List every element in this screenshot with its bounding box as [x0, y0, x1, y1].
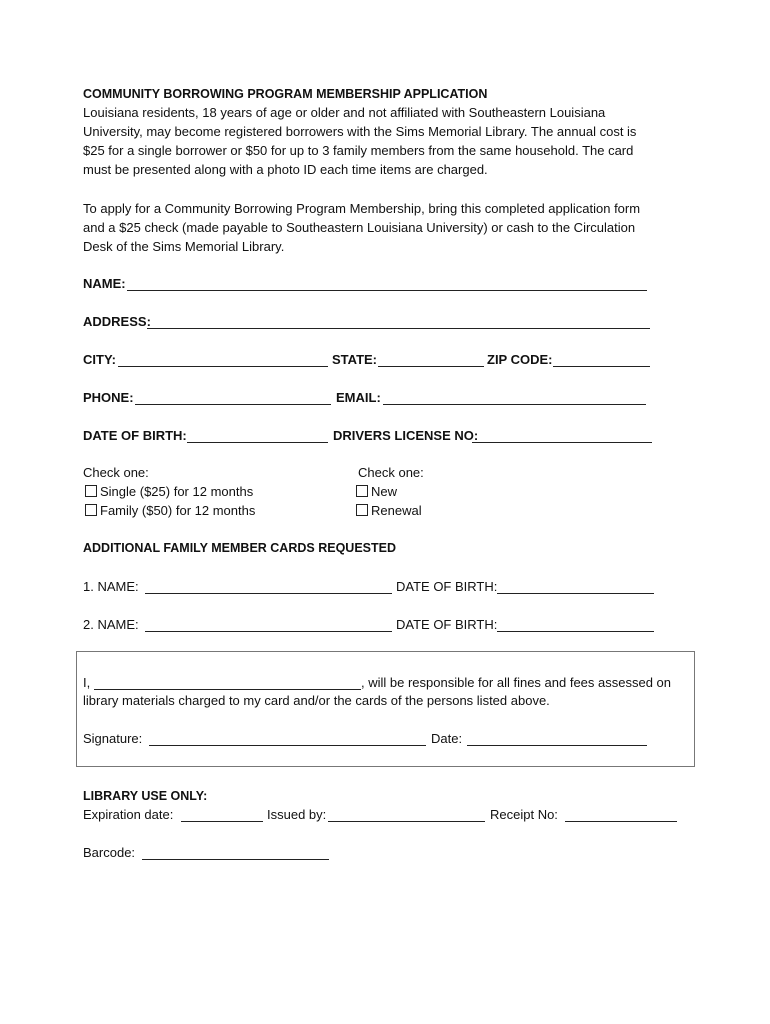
license-field[interactable] [472, 442, 652, 443]
signature-label: Signature: [83, 731, 143, 746]
receipt-field[interactable] [565, 821, 677, 822]
apply-line: and a $25 check (made payable to Southeastern Louisiana University) or cash to the Circulation [83, 220, 636, 235]
dob-field[interactable] [187, 442, 328, 443]
signature-date-label: Date: [431, 731, 463, 746]
state-label: STATE: [332, 352, 378, 367]
responsible-party-field[interactable] [94, 689, 361, 690]
member2-name-label: 2. NAME: [83, 617, 139, 632]
responsibility-prefix: I, [83, 675, 91, 690]
apply-paragraph [83, 199, 703, 256]
family-option-label: Family ($50) for 12 months [100, 503, 256, 518]
responsibility-statement-line2: library materials charged to my card and/or the cards of the persons listed above. [83, 693, 550, 708]
email-field[interactable] [383, 404, 646, 405]
library-use-heading: LIBRARY USE ONLY: [83, 789, 208, 803]
signature-field[interactable] [149, 745, 426, 746]
phone-field[interactable] [135, 404, 331, 405]
expiration-label: Expiration date: [83, 807, 174, 822]
renewal-option[interactable] [356, 503, 422, 518]
single-option-label: Single ($25) for 12 months [100, 484, 254, 499]
member2-dob-label: DATE OF BIRTH: [396, 617, 498, 632]
member1-dob-label: DATE OF BIRTH: [396, 579, 498, 594]
barcode-label: Barcode: [83, 845, 136, 860]
check-one-label: Check one: [83, 465, 149, 480]
expiration-field[interactable] [181, 821, 263, 822]
license-label: DRIVERS LICENSE NO: [333, 428, 479, 443]
family-option[interactable] [85, 503, 255, 518]
member1-name-field[interactable] [145, 593, 392, 594]
city-field[interactable] [118, 366, 328, 367]
state-field[interactable] [378, 366, 484, 367]
form-title: COMMUNITY BORROWING PROGRAM MEMBERSHIP APPLICATION [83, 87, 488, 101]
intro-line: Louisiana residents, 18 years of age or older and not affiliated with Southeastern Louisiana [83, 105, 606, 120]
family-checkbox[interactable] [85, 504, 97, 516]
single-option[interactable] [85, 484, 253, 499]
member1-name-label: 1. NAME: [83, 579, 139, 594]
apply-line: To apply for a Community Borrowing Program Membership, bring this completed application form [83, 201, 641, 216]
name-field[interactable] [127, 290, 647, 291]
intro-line: $25 for a single borrower or $50 for up to 3 family members from the same household. The card [83, 143, 634, 158]
responsibility-box [76, 651, 695, 767]
email-label: EMAIL: [336, 390, 381, 405]
member2-name-field[interactable] [145, 631, 392, 632]
renewal-checkbox[interactable] [356, 504, 368, 516]
member2-dob-field[interactable] [497, 631, 654, 632]
check-one-status-label: Check one: [358, 465, 424, 480]
signature-date-field[interactable] [467, 745, 647, 746]
address-field[interactable] [147, 328, 650, 329]
intro-paragraph [83, 103, 703, 179]
city-label: CITY: [83, 352, 116, 367]
apply-line: Desk of the Sims Memorial Library. [83, 239, 285, 254]
address-label: ADDRESS: [83, 314, 151, 329]
member1-dob-field[interactable] [497, 593, 654, 594]
barcode-field[interactable] [142, 859, 329, 860]
name-label: NAME: [83, 276, 126, 291]
dob-label: DATE OF BIRTH: [83, 428, 187, 443]
single-checkbox[interactable] [85, 485, 97, 497]
intro-line: must be presented along with a photo ID each time items are charged. [83, 162, 488, 177]
additional-heading: ADDITIONAL FAMILY MEMBER CARDS REQUESTED [83, 541, 396, 555]
new-option-label: New [371, 484, 398, 499]
zip-field[interactable] [553, 366, 650, 367]
phone-label: PHONE: [83, 390, 134, 405]
issued-by-label: Issued by: [267, 807, 327, 822]
receipt-label: Receipt No: [490, 807, 558, 822]
intro-line: University, may become registered borrowers with the Sims Memorial Library. The annual cost is [83, 124, 637, 139]
zip-label: ZIP CODE: [487, 352, 553, 367]
issued-by-field[interactable] [328, 821, 485, 822]
responsibility-statement: , will be responsible for all fines and fees assessed on [361, 675, 672, 690]
new-option[interactable] [356, 484, 397, 499]
new-checkbox[interactable] [356, 485, 368, 497]
renewal-option-label: Renewal [371, 503, 422, 518]
